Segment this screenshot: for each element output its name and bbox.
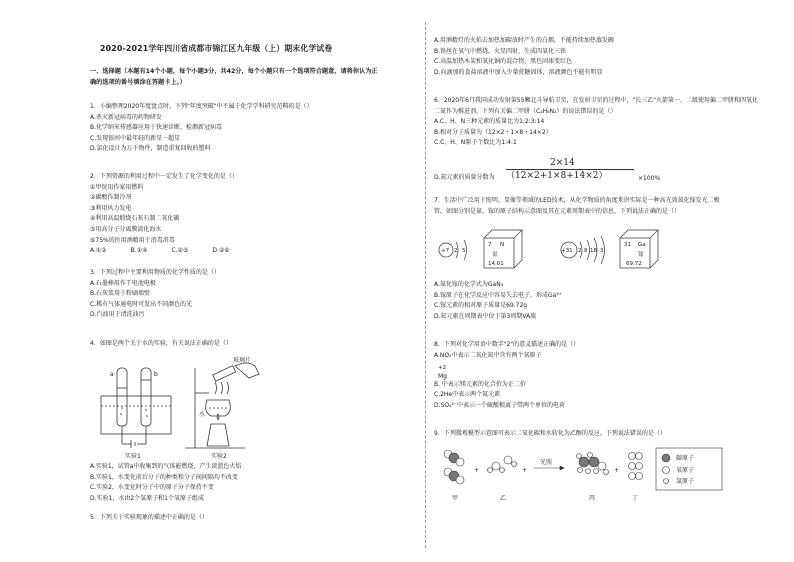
option-c: C.C、H、N原子个数比为1:4:1 <box>434 139 517 147</box>
option-c: C.②⑤ <box>171 247 189 255</box>
question-4-options <box>90 462 241 504</box>
reaction-diagram <box>434 444 734 506</box>
question-stem: 4．如图是两个关于水的实验，有关说法正确的是（） <box>90 340 232 347</box>
ga-shell-n: 3 <box>600 248 604 254</box>
legend-oxygen: 氧原子 <box>676 467 695 474</box>
question-stem: 5．下列关于实验现象的描述中正确的是（） <box>90 514 208 521</box>
plus-sign-1: + <box>474 467 480 474</box>
option-b: B.石灰浆用于粉刷墙壁 <box>90 290 151 298</box>
atom-structure-figure <box>434 224 734 272</box>
label-yi: 乙 <box>500 495 507 502</box>
option-b: B.相对分子质量为（12×2＋1×8＋14×2） <box>434 128 552 136</box>
label-ding: 丁 <box>632 495 639 502</box>
question-3 <box>90 268 220 321</box>
water-label: 水 <box>199 411 206 418</box>
plus-sign-2: + <box>522 467 528 474</box>
plus-sign-3: + <box>614 467 620 474</box>
option-b: B. 中表示镁元素的化合价为正二价 <box>434 381 526 388</box>
exp1-label: 实验1 <box>125 453 141 460</box>
n-nucleus: +7 <box>441 248 450 254</box>
item: ②碳酸作制冷剂 <box>90 194 132 202</box>
atom-diagram <box>434 224 734 272</box>
option-d-formula <box>434 158 734 190</box>
question-stem-line2: 管，如图分别是氮、镓的原子结构示意图及其在元素周期表中的信息，下列说法正确的是（） <box>434 207 681 215</box>
fraction-numerator: 2×14 <box>550 158 575 168</box>
light-condition: 光照 <box>540 459 553 466</box>
tube-b-label: b <box>154 371 158 378</box>
option-b: B.镓原子在化学反应中容易失去电子，形成Ga³⁺ <box>434 291 562 299</box>
option-d: D.②⑥ <box>212 247 230 255</box>
n-name: 氮 <box>492 252 498 258</box>
question-stem-line1: 6．2020年6月我国成功发射第55颗北斗导航卫星，在发射卫星的过程中，"长三乙"火箭第一、二级使用偏二甲肼和四氧化 <box>434 97 759 104</box>
section-heading-line2: 确的选项的番号填涂在答题卡上。） <box>90 79 186 86</box>
option-c: C.镓元素的相对原子质量是69.72g <box>434 302 528 310</box>
percent-suffix: ×100% <box>638 175 661 182</box>
item: ⑤用高分子分离膜淡化海水 <box>90 225 162 233</box>
n-atomic-number: 7 <box>488 242 492 248</box>
electrolysis-figure <box>95 348 315 460</box>
question-stem: 1．小编整理2020年度盘点时，下列"年度突破"中不属于化学学科研究范畴的是（） <box>90 103 313 110</box>
ga-name: 镓 <box>638 252 644 258</box>
option-a: A.氮化镓的化学式为GaN₃ <box>434 281 504 288</box>
column-divider <box>425 22 426 548</box>
option-b: B.化学纳米传感器应用于快速诊断，检测新冠病毒 <box>90 124 223 132</box>
question-6 <box>434 96 758 149</box>
option-a: A.①② <box>90 247 107 255</box>
question-5-options <box>434 36 614 78</box>
paper-title: 2020-2021学年四川省成都市锦江区九年级（上）期末化学试卷 <box>100 44 333 53</box>
question-stem: 9．下列微观模型示意图可表示二氧化碳和水转化为乙醇的反应，下列说法错误的是（） <box>434 430 666 437</box>
option-a: A.杀灭新冠病毒的药物研发 <box>90 113 162 121</box>
legend-hydrogen: 氢原子 <box>676 478 695 485</box>
option-d: D.氮元素在周期表中位于第3周期VA族 <box>434 312 537 320</box>
option-c: C.发现银河中最年轻的新星一超星 <box>90 134 181 142</box>
option-c: C.稀有气体通电时可发出不同颜色的光 <box>90 300 193 308</box>
reaction-model-figure <box>434 444 734 506</box>
option-d: D.氮元素的质量分数为 <box>434 174 495 181</box>
ga-symbol: Ga <box>638 242 646 248</box>
label-jia: 甲 <box>452 495 459 502</box>
option-d: D.向滴加的食盐溶液中加入少量蔗糖固体，溶液颜色不能有明显 <box>434 68 603 76</box>
question-stem: 2．下列资源的利用过程中一定发生了化学变化的是（） <box>90 173 238 180</box>
question-7 <box>434 196 720 217</box>
question-9 <box>434 430 666 438</box>
question-stem: 8．下列对化学用语中数字"2"的意义描述正确的是（） <box>434 341 580 348</box>
options-row <box>90 246 254 257</box>
question-1 <box>90 102 313 155</box>
n-symbol: N <box>500 242 505 248</box>
question-5 <box>90 514 208 522</box>
section-heading-line1: 一、选择题（本题有14个小题，每个小题3分，共42分，每个小题只有一个选项符合题意，请将你认为正 <box>90 68 378 75</box>
option-a: A.用酒精灯的火焰去加热加碳放时产生的白烟，不能持续加热蒸发碗 <box>434 37 614 44</box>
n-shell-l: 5 <box>462 248 466 254</box>
question-4-stem-wrap <box>90 340 232 348</box>
ga-shell-l: 8 <box>584 248 588 254</box>
option-a: A.C、H、N三种元素的质量比为1:2:3:14 <box>434 118 545 126</box>
item: ⑥75%的医用酒精用于消毒消毒 <box>90 236 175 244</box>
valence-superscript: +2 <box>438 365 447 371</box>
option-d: D.SO₄²⁻中表示一个硫酸根离子带两个单位的电荷 <box>434 401 566 409</box>
option-d: D.汽油用于清洗油污 <box>90 311 145 319</box>
item: ③利用风力发电 <box>90 204 132 212</box>
question-2 <box>90 172 254 257</box>
section-heading <box>90 66 420 88</box>
question-8 <box>434 340 579 361</box>
experiment-diagram <box>95 348 315 460</box>
question-7-options <box>434 280 562 322</box>
n-mass: 14.01 <box>488 261 504 267</box>
right-column <box>428 0 794 562</box>
exp2-label: 实验2 <box>211 453 227 460</box>
option-b-row <box>434 365 734 389</box>
ga-nucleus: +31 <box>561 248 573 254</box>
option-a: A.实验1，试管a中收集到的气体能燃烧，产生淡蓝色火焰 <box>90 463 242 470</box>
item: ①甲烷用作家用燃料 <box>90 183 144 191</box>
option-b: B.①④ <box>130 247 148 255</box>
ga-shell-m: 18 <box>590 248 597 254</box>
option-c: C.高温加热木炭和氧化铜的混合物，黑色固体变红色 <box>434 58 573 66</box>
question-stem-line2: 二氮作为推进剂，下列有关偏二甲肼（C₂H₈N₂）的说法错误的是（） <box>434 107 617 115</box>
option-d: D.实验1，水由2个氢原子和1个氧原子组成 <box>90 494 204 502</box>
fraction-bar <box>506 169 634 170</box>
question-stem: 3．下列过程中主要利用物质的化学性质的是（） <box>90 269 220 276</box>
glass-label: 玻璃片 <box>233 357 252 364</box>
fraction-denominator: （12×2+1×8+14×2） <box>506 171 608 181</box>
option-a: A.NO₂中表示二氧化氮中含有两个氧原子 <box>434 351 542 359</box>
option-c: C.2He中表示两个氦元素 <box>434 391 501 398</box>
ga-mass: 69.72 <box>626 261 642 267</box>
question-8-options-cd <box>434 390 565 411</box>
ga-atomic-number: 31 <box>624 242 631 248</box>
ga-shell-k: 2 <box>578 248 582 254</box>
item: ④利用高温煅烧石灰石制二氧化碳 <box>90 215 180 223</box>
option-b: B.铁丝在氧气中燃烧，火星四射，生成四氧化三铁 <box>434 47 567 55</box>
question-stem-line1: 7．生活中广泛用于照明、显像等领域的LED技术，从化学物质的角度来讲实际是一种高光效氮化镓发光二极 <box>434 197 720 204</box>
tube-a-label: a <box>110 371 114 378</box>
option-a: A.石墨棒用作干电池电极 <box>90 279 156 287</box>
label-bing: 丙 <box>589 495 596 502</box>
element-symbol: Mg <box>438 373 447 380</box>
option-c: C.实验2，水变化时分子中的原子分子保持不变 <box>90 484 214 492</box>
n-shell-k: 2 <box>454 248 458 254</box>
option-b: B.实验1，水变化前后分子的种类和分子间间隔均不改变 <box>90 473 238 481</box>
option-d: D.氯化设计为万千物件，制造重复回收的塑料 <box>90 145 211 153</box>
legend-carbon: 碳原子 <box>676 455 695 462</box>
